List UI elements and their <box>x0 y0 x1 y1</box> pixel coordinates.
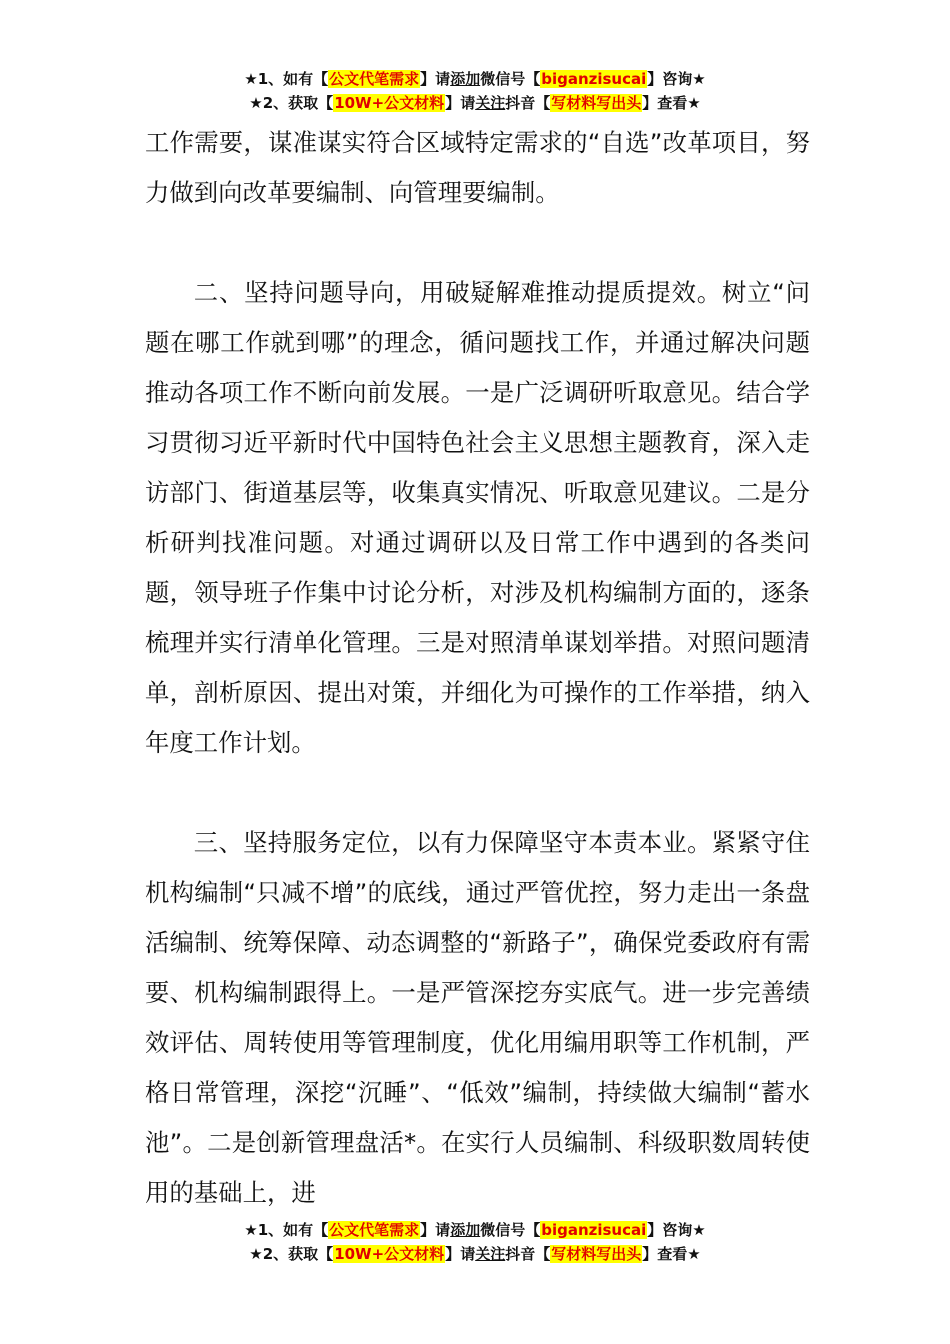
banner-line-2 <box>0 91 950 115</box>
highlight-text: 公文代笔需求 <box>329 1221 420 1239</box>
paragraph: 二、坚持问题导向，用破疑解难推动提质提效。树立“问题在哪工作就到哪”的理念，循问题找工作，并通过解决问题推动各项工作不断向前发展。一是广泛调研听取意见。结合学习贯彻习近平新时代中国特色社会主义思想主题教育，深入走访部门、街道基层等，收集真实情况、听取意见建议。二是分析研判找准问题。对通过调研以及日常工作中遇到的各类问题，领导班子作集中讨论分析，对涉及机构编制方面的，逐条梳理并实行清单化管理。三是对照清单谋划举措。对照问题清单，剖析原因、提出对策，并细化为可操作的工作举措，纳入年度工作计划。 <box>145 278 810 757</box>
banner-text: 】请 <box>445 1245 476 1263</box>
highlight-text: 写材料写出头 <box>551 1245 642 1263</box>
banner-text: 】查看★ <box>642 94 701 112</box>
banner-text: 微信号【 <box>480 70 541 88</box>
banner-line-1 <box>0 1218 950 1242</box>
banner-text: 】请 <box>420 1221 451 1239</box>
banner-text: 】请 <box>445 94 476 112</box>
underlined-text: 添加 <box>450 1221 481 1239</box>
highlight-text: 10W+公文材料 <box>334 94 445 112</box>
paragraph-gap <box>145 768 810 818</box>
banner-text: ★1、如有【 <box>244 70 329 88</box>
banner-text: 抖音【 <box>505 1245 551 1263</box>
banner-line-2 <box>0 1242 950 1266</box>
paragraph: 工作需要，谋准谋实符合区域特定需求的“自选”改革项目，努力做到向改革要编制、向管理要编制。 <box>145 128 810 207</box>
highlight-text: 写材料写出头 <box>551 94 642 112</box>
banner-text: ★2、获取【 <box>249 1245 334 1263</box>
banner-text: 微信号【 <box>480 1221 541 1239</box>
banner-text: ★1、如有【 <box>244 1221 329 1239</box>
underlined-text: 关注 <box>475 1245 506 1263</box>
banner-text: 】请 <box>420 70 451 88</box>
banner-text: 抖音【 <box>505 94 551 112</box>
banner-text: ★2、获取【 <box>249 94 334 112</box>
highlight-text: 10W+公文材料 <box>334 1245 445 1263</box>
footer-banner <box>0 1218 950 1266</box>
underlined-text: 添加 <box>450 70 481 88</box>
highlight-text: biganzisucai <box>541 1221 647 1239</box>
banner-text: 】查看★ <box>642 1245 701 1263</box>
banner-text: 】咨询★ <box>647 1221 706 1239</box>
banner-line-1 <box>0 67 950 91</box>
highlight-text: 公文代笔需求 <box>329 70 420 88</box>
underlined-text: 关注 <box>475 94 506 112</box>
banner-text: 】咨询★ <box>647 70 706 88</box>
document-body <box>145 118 810 1218</box>
header-banner <box>0 67 950 115</box>
paragraph-gap <box>145 218 810 268</box>
highlight-text: biganzisucai <box>541 70 647 88</box>
paragraph: 三、坚持服务定位，以有力保障坚守本责本业。紧紧守住机构编制“只减不增”的底线，通过严管优控，努力走出一条盘活编制、统筹保障、动态调整的“新路子”，确保党委政府有需要、机构编制跟得上。一是严管深挖夯实底气。进一步完善绩效评估、周转使用等管理制度，优化用编用职等工作机制，严格日常管理，深挖“沉睡”、“低效”编制，持续做大编制“蓄水池”。二是创新管理盘活*。在实行人员编制、科级职数周转使用的基础上，进 <box>145 828 810 1207</box>
